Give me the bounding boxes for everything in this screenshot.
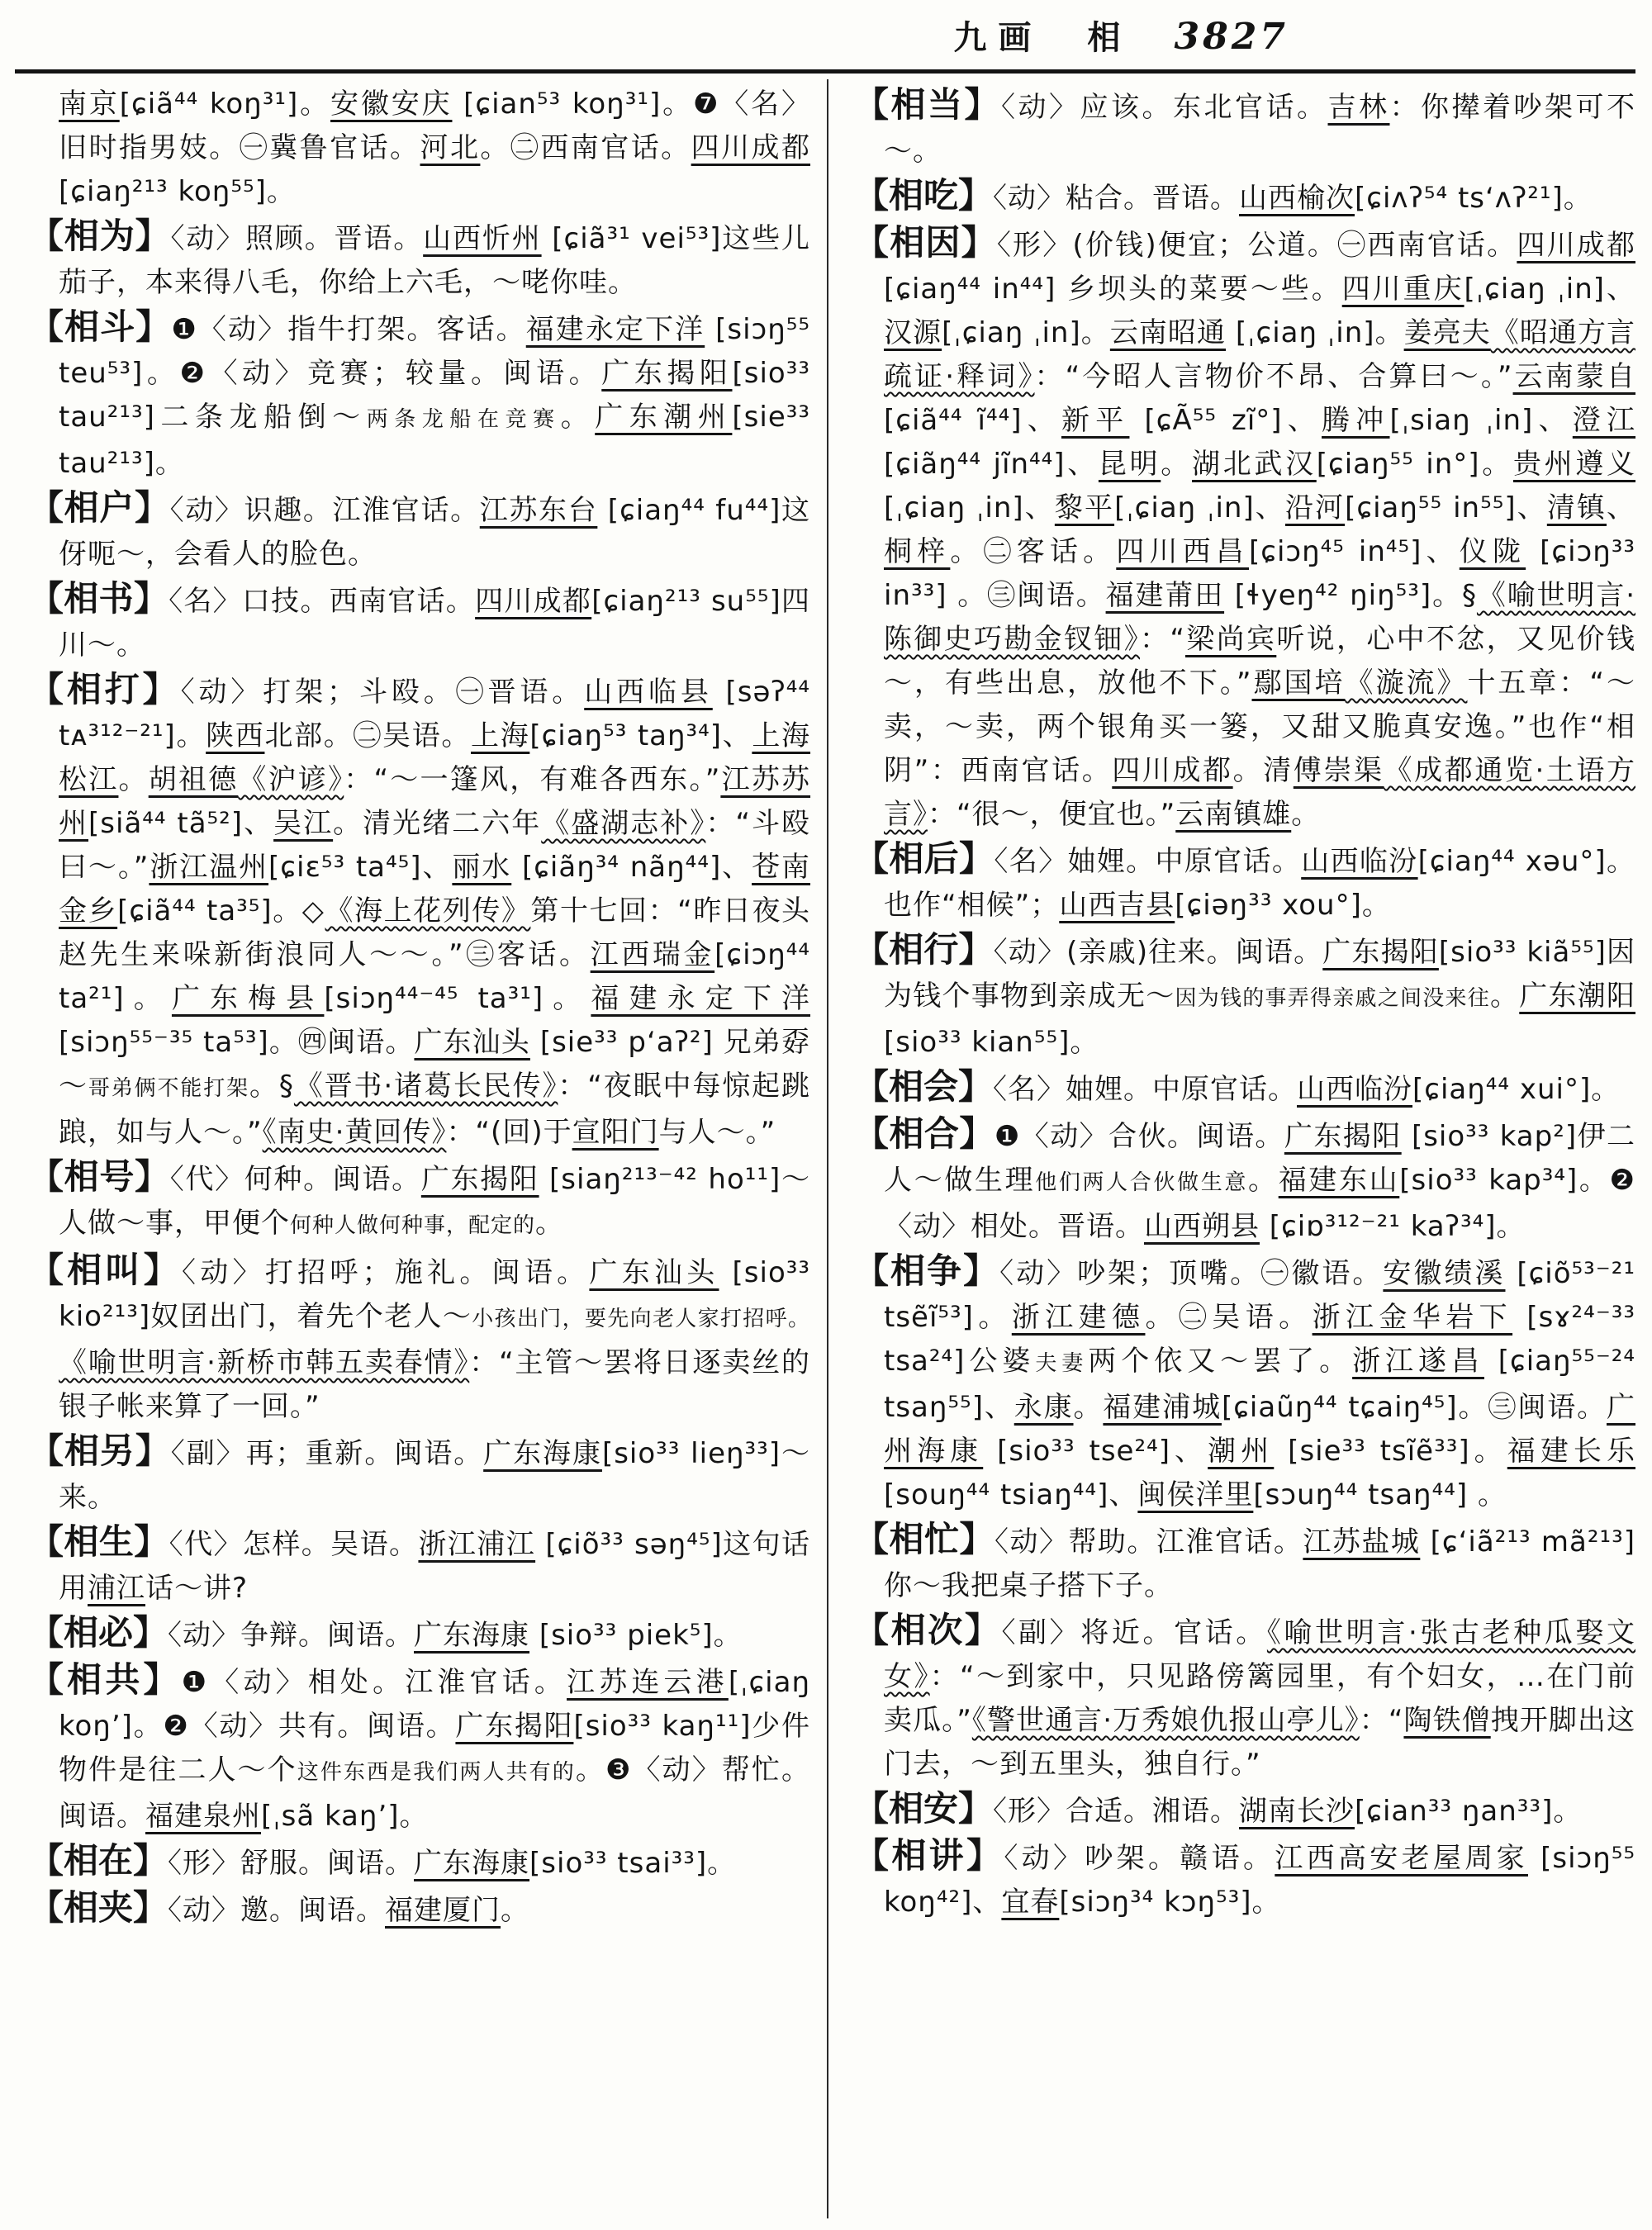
proper-name: 广东揭阳 xyxy=(420,1163,539,1196)
text-run: [ˌɕiaŋ koŋ’]。❷〈动〉共有。闽语。 xyxy=(59,1666,810,1743)
proper-name: 宣阳门 xyxy=(572,1116,659,1149)
text-run: 〈动〉打招呼；施礼。闽语。 xyxy=(182,1256,590,1289)
text-run: ❶〈动〉相处。江淮官话。 xyxy=(181,1666,567,1699)
dictionary-entry xyxy=(29,1429,810,1520)
text-run: [sɔuŋ⁴⁴ tsaŋ⁴⁴] 。 xyxy=(1253,1478,1507,1511)
right-column xyxy=(854,83,1635,1933)
proper-name: 新平 xyxy=(1061,404,1130,437)
proper-name: 四川西昌 xyxy=(1116,535,1250,568)
text-run: [ˌɕiaŋ ˌin]、 xyxy=(1464,273,1635,306)
proper-name: 福建东山 xyxy=(1278,1164,1400,1197)
proper-name: 江西瑞金 xyxy=(590,938,715,971)
text-run: [ɕiaŋ²¹³ su⁵⁵]四川～。 xyxy=(59,585,811,662)
proper-name: 广东揭阳 xyxy=(1322,936,1439,969)
text-run: ❶〈动〉合伙。闽语。 xyxy=(994,1120,1284,1153)
text-run: 〈形〉合适。湘语。 xyxy=(993,1795,1240,1828)
text-run: [ɕiʌʔ⁵⁴ ts‘ʌʔ²¹]。 xyxy=(1355,182,1593,215)
dictionary-entry xyxy=(29,1839,810,1886)
text-run: 。❸〈动〉帮忙。闽语。 xyxy=(59,1753,811,1833)
proper-name: 山西吉县 xyxy=(1059,889,1175,922)
entry-headword: 【相争】 xyxy=(854,1250,1000,1291)
text-run: [siɔŋ⁵⁵ koŋ⁴²]、 xyxy=(884,1842,1636,1919)
dictionary-entry xyxy=(854,837,1635,928)
entry-headword: 【相当】 xyxy=(854,84,1001,125)
text-run: ：“～到家中，只见路傍篱园里，有个妇女，…在门前卖瓜。” xyxy=(884,1660,1635,1737)
text-run: 〈动〉识趣。江淮官话。 xyxy=(169,494,480,527)
proper-name: 福建长乐 xyxy=(1507,1435,1635,1468)
text-run: [ɕiã⁴⁴ ta³⁵]。◇ xyxy=(117,894,325,928)
dictionary-entry xyxy=(29,667,810,1155)
dictionary-entry xyxy=(29,1886,810,1933)
proper-name: 山西榆次 xyxy=(1239,182,1355,215)
dictionary-entry xyxy=(854,173,1635,221)
text-run: [ˌɕiaŋ ˌin]。 xyxy=(1226,316,1404,349)
proper-name: 鄢国培 xyxy=(1251,667,1346,700)
proper-name: 山西临汾 xyxy=(1301,845,1418,878)
proper-name: 傅崇渠 xyxy=(1293,754,1384,787)
text-run: ：“夜眠中每惊起跳踉，如与人～。” xyxy=(59,1070,811,1149)
text-run: [sio³³ tau²¹³]二条龙船倒～ xyxy=(59,357,810,434)
text-run: [sio³³ tse²⁴]、 xyxy=(983,1435,1208,1468)
entry-headword: 【相安】 xyxy=(854,1788,994,1829)
proper-name: 浙江金华岩下 xyxy=(1312,1301,1513,1334)
proper-name: 陶铁僧 xyxy=(1403,1704,1491,1737)
text-run: [ɕiõ³³ səŋ⁴⁵]这句话用 xyxy=(59,1528,810,1605)
dictionary-entry xyxy=(854,1834,1635,1924)
text-run: ：你撵着吵架可不～。 xyxy=(884,91,1635,168)
text-run: [ˌɕiaŋ ˌin]。 xyxy=(942,316,1110,349)
proper-name: 福建厦门 xyxy=(385,1894,501,1927)
text-run: [sɤ²⁴⁻³³ tsa²⁴]公婆 xyxy=(884,1301,1636,1378)
text-run: 与人～。” xyxy=(658,1116,776,1149)
proper-name: 苍南金乡 xyxy=(59,851,811,928)
entry-headword: 【相必】 xyxy=(29,1612,169,1653)
text-run: 〈动〉应该。东北官话。 xyxy=(1001,91,1328,124)
book-title: 《盛湖志补》 xyxy=(541,807,706,840)
proper-name: 河北 xyxy=(420,131,481,164)
inline-gloss: 小孩出门，要先向老人家打招呼。 xyxy=(472,1307,810,1331)
book-title: 《警世通言·万秀娘仇报山亭儿》 xyxy=(971,1704,1360,1737)
text-run: [ˌɕiaŋ ˌin]、 xyxy=(1114,491,1285,524)
text-run: [ɕÃ⁵⁵ zĩ°]、 xyxy=(1129,404,1322,437)
text-run: [siɔŋ⁴⁴⁻⁴⁵ ta³¹]。 xyxy=(324,982,591,1015)
text-run: [souŋ⁴⁴ tsiaŋ⁴⁴]、 xyxy=(884,1478,1138,1511)
text-run: 〈代〉怎样。吴语。 xyxy=(169,1528,419,1561)
dictionary-entry xyxy=(29,1155,810,1248)
proper-name: 云南昭通 xyxy=(1109,316,1227,349)
entry-headword: 【相共】 xyxy=(29,1659,182,1700)
header-rule xyxy=(15,69,1635,74)
book-title: 《成都通览·土语方言》 xyxy=(884,754,1636,831)
text-run: [siɔŋ³⁴ kɔŋ⁵³]。 xyxy=(1059,1886,1281,1919)
text-run: ：“(回)于 xyxy=(446,1116,572,1149)
book-title: 《南史·黄回传》 xyxy=(262,1116,447,1149)
entry-headword: 【相户】 xyxy=(29,487,170,528)
text-run: [ɕiəŋ³³ xou°]。 xyxy=(1175,889,1391,922)
text-run: 十五章：“～卖，～卖，两个银角买一篓，又甜又脆真安逸。”也作“相阴”：西南官话。 xyxy=(884,667,1636,787)
text-run: ❶〈动〉指牛打架。客话。 xyxy=(171,313,526,346)
text-run: [ɬyeŋ⁴² ŋiŋ⁵³]。§ xyxy=(1224,579,1477,612)
proper-name: 浙江浦江 xyxy=(418,1528,536,1561)
book-title: 《喻世明言·张古老种瓜娶文女》 xyxy=(884,1616,1635,1693)
text-run: [sio³³ kaŋ¹¹]少件物件是往二人～个 xyxy=(59,1710,810,1786)
text-run: [ɕiaŋ⁴⁴ fu⁴⁴]这伢呃～，会看人的脸色。 xyxy=(59,494,810,571)
dictionary-entry xyxy=(854,1249,1635,1517)
header-page-number: 3827 xyxy=(1174,16,1289,58)
entry-headword: 【相合】 xyxy=(854,1113,995,1154)
text-run: [sio³³ kian⁵⁵]。 xyxy=(884,1026,1099,1059)
proper-name: 丽水 xyxy=(452,851,512,884)
text-run: [sie³³ tau²¹³]。 xyxy=(59,401,811,480)
proper-name: 贵州遵义 xyxy=(1512,448,1636,481)
entry-headword: 【相为】 xyxy=(29,216,171,256)
text-run: [ɕian⁵³ koŋ³¹]。❼〈名〉旧时指男妓。㊀冀鲁官话。 xyxy=(59,88,811,164)
text-run: 〈名〉妯娌。中原官话。 xyxy=(994,845,1302,878)
dictionary-entry xyxy=(29,1658,810,1839)
proper-name: 广东汕头 xyxy=(414,1026,530,1059)
text-run: 〈动〉吵架。赣语。 xyxy=(1004,1842,1275,1875)
text-run: 〈动〉粘合。晋语。 xyxy=(993,182,1240,215)
text-run: [ˌɕiaŋ ˌin]、 xyxy=(884,491,1055,524)
text-run: [ɕiãŋ³⁴ nãŋ⁴⁴]、 xyxy=(511,851,752,884)
text-run: [ɕiã⁴⁴ koŋ³¹]。 xyxy=(119,88,330,121)
inline-gloss: 他们两人合伙做生意 xyxy=(1035,1170,1249,1195)
header-section-title: 九画 相 xyxy=(953,19,1132,57)
proper-name: 浙江遂昌 xyxy=(1352,1345,1484,1378)
text-run: 话～讲? xyxy=(145,1572,249,1605)
proper-name: 姜亮夫 xyxy=(1403,316,1491,349)
text-run: 。 xyxy=(1291,798,1321,831)
proper-name: 上海松江 xyxy=(59,719,811,796)
proper-name: 江苏盐城 xyxy=(1303,1525,1421,1559)
proper-name: 胡祖德 xyxy=(148,763,239,796)
proper-name: 四川成都 xyxy=(1112,754,1233,787)
text-run: 〈副〉再；重新。闽语。 xyxy=(170,1437,484,1470)
text-run: [ɕiɒ³¹²⁻²¹ kaʔ³⁴]。 xyxy=(1260,1210,1526,1243)
text-run: ：“主管～罢将日逐卖丝的银子帐来算了一回。” xyxy=(59,1346,810,1423)
proper-name: 上海 xyxy=(471,719,530,752)
proper-name: 仪陇 xyxy=(1459,535,1526,568)
text-run: [sio³³ lieŋ³³]～来。 xyxy=(59,1437,811,1514)
text-run: 。 xyxy=(501,1894,530,1927)
proper-name: 浦江 xyxy=(88,1572,145,1605)
entry-headword: 【相次】 xyxy=(854,1610,1002,1650)
text-run: [sio³³ kap³⁴]。❷〈动〉相处。晋语。 xyxy=(884,1164,1636,1243)
proper-name: 湖北武汉 xyxy=(1192,448,1317,481)
dictionary-entry xyxy=(29,1248,810,1429)
inline-gloss: 因为钱的事弄得亲戚之间没来往 xyxy=(1175,986,1490,1011)
text-run: 〈名〉口技。西南官话。 xyxy=(169,585,476,618)
proper-name: 吉林 xyxy=(1327,91,1390,124)
proper-name: 山西临县 xyxy=(584,676,713,709)
proper-name: 广东海康 xyxy=(414,1619,530,1652)
proper-name: 山西朔县 xyxy=(1144,1210,1260,1243)
text-run: 。 xyxy=(1161,448,1192,481)
proper-name: 山西忻州 xyxy=(423,222,542,255)
entry-headword: 【相讲】 xyxy=(854,1835,1004,1876)
dictionary-entry xyxy=(854,928,1635,1065)
entry-headword: 【相书】 xyxy=(29,578,169,619)
proper-name: 江苏连云港 xyxy=(567,1666,729,1699)
text-run: [ɕiaũŋ⁴⁴ tɕaiŋ⁴⁵]。㊂闽语。 xyxy=(1221,1391,1607,1424)
text-run: 〈名〉妯娌。中原官话。 xyxy=(993,1073,1298,1106)
book-title: 《昭通方言疏证·释词》 xyxy=(884,316,1636,393)
text-run: [ɕiaŋ⁵³ taŋ³⁴]、 xyxy=(529,719,752,752)
text-run: ：“今昭人言物价不昂、合算曰～。” xyxy=(1034,360,1513,393)
text-run: [siɔŋ⁵⁵⁻³⁵ ta⁵³]。㊃闽语。 xyxy=(59,1026,415,1059)
proper-name: 福建浦城 xyxy=(1103,1391,1222,1424)
text-run: 〈代〉何种。闽语。 xyxy=(169,1163,421,1196)
proper-name: 广东潮州 xyxy=(595,401,733,434)
proper-name: 江苏苏州 xyxy=(59,763,811,840)
text-run: ：“～一篷风，有难各西东。” xyxy=(344,763,721,796)
proper-name: 永康 xyxy=(1014,1391,1074,1424)
inline-gloss: 两条龙船在竞赛 xyxy=(366,407,561,432)
book-title: 《海上花列传》 xyxy=(325,894,531,928)
proper-name: 吴江 xyxy=(273,807,334,840)
text-run: [ˌsã kaŋ’]。 xyxy=(261,1800,429,1833)
text-run: [ɕiɔŋ⁴⁵ in⁴⁵]、 xyxy=(1249,535,1460,568)
proper-name: 广东揭阳 xyxy=(455,1710,574,1743)
text-run: 。 xyxy=(535,1207,565,1240)
proper-name: 清镇 xyxy=(1546,491,1607,524)
dictionary-entry xyxy=(854,1786,1635,1834)
proper-name: 广东汕头 xyxy=(589,1256,719,1289)
entry-headword: 【相夹】 xyxy=(29,1887,169,1928)
entry-headword: 【相行】 xyxy=(854,929,994,970)
proper-name: 澄江 xyxy=(1572,404,1636,437)
proper-name: 福建永定下洋 xyxy=(525,313,705,346)
text-run: 〈动〉打架；斗殴。㊀晋语。 xyxy=(180,676,585,709)
text-run: 〈动〉争辩。闽语。 xyxy=(168,1619,415,1652)
dictionary-entry xyxy=(29,214,810,305)
text-run: 。 xyxy=(118,763,149,796)
text-run: 。清 xyxy=(1232,754,1294,787)
text-run: 。㊁客话。 xyxy=(950,535,1117,568)
proper-name: 山西临汾 xyxy=(1297,1073,1413,1106)
text-run: [siã⁴⁴ tã⁵²]、 xyxy=(88,807,274,840)
left-column xyxy=(29,83,810,1933)
entry-headword: 【相打】 xyxy=(29,669,181,709)
text-run: 。㊁西南官话。 xyxy=(480,131,691,164)
dictionary-entry xyxy=(29,83,810,214)
book-title: 《漩流》 xyxy=(1345,667,1468,700)
dictionary-entry xyxy=(854,1065,1635,1112)
text-run: 〈形〉(价钱)便宜；公道。㊀西南官话。 xyxy=(996,229,1517,262)
text-run: [ɕiaŋ⁵⁵ in⁵⁵]、 xyxy=(1345,491,1547,524)
dictionary-entry xyxy=(29,1611,810,1658)
proper-name: 陕西 xyxy=(206,719,265,752)
proper-name: 四川成都 xyxy=(1517,229,1635,262)
proper-name: 江西高安老屋周家 xyxy=(1275,1842,1528,1875)
proper-name: 安徽绩溪 xyxy=(1383,1257,1506,1290)
proper-name: 梁尚宾 xyxy=(1184,623,1277,656)
proper-name: 腾冲 xyxy=(1322,404,1390,437)
text-run: 。§ xyxy=(249,1070,294,1103)
proper-name: 广东潮阳 xyxy=(1519,980,1635,1013)
text-run: [ɕiaŋ⁴⁴ xui°]。 xyxy=(1412,1073,1621,1106)
entry-headword: 【相会】 xyxy=(854,1066,994,1107)
proper-name: 黎平 xyxy=(1054,491,1115,524)
text-run: [ɕ‘iã²¹³ mã²¹³]你～我把桌子搭下子。 xyxy=(884,1525,1635,1602)
text-run: [ɕiõ⁵³⁻²¹ tsẽĩ⁵³]。 xyxy=(884,1257,1635,1334)
text-run: [siaŋ²¹³⁻⁴² ho¹¹]～人做～事，甲便个 xyxy=(59,1163,810,1240)
text-run: [səʔ⁴⁴ tᴀ³¹²⁻²¹]。 xyxy=(59,676,810,752)
dictionary-entry xyxy=(854,1112,1635,1249)
proper-name: 闽侯洋里 xyxy=(1137,1478,1254,1511)
proper-name: 四川成都 xyxy=(691,131,811,164)
proper-name: 湖南长沙 xyxy=(1239,1795,1355,1828)
content-columns xyxy=(29,83,1635,1933)
text-run: 〈形〉舒服。闽语。 xyxy=(168,1847,415,1880)
entry-headword: 【相叫】 xyxy=(29,1250,183,1290)
inline-gloss: 这件东西是我们两人共有的 xyxy=(297,1760,576,1785)
proper-name: 福建莆田 xyxy=(1105,579,1225,612)
text-run: 〈副〉将近。官话。 xyxy=(1001,1616,1267,1649)
text-run: [ɕiaŋ⁵⁵⁻²⁴ tsaŋ⁵⁵]、 xyxy=(884,1345,1636,1424)
text-run: [ɕiaŋ⁴⁴ in⁴⁴] 乡坝头的菜要～些。 xyxy=(884,273,1342,306)
dictionary-entry xyxy=(854,1608,1635,1786)
text-run: 〈动〉(亲戚)往来。闽语。 xyxy=(993,936,1323,969)
entry-headword: 【相吃】 xyxy=(854,175,994,216)
text-run: [ɕiã⁴⁴ ĩ⁴⁴]、 xyxy=(884,404,1061,437)
book-title: 《喻世明言·陈御史巧勘金钗钿》 xyxy=(884,579,1636,656)
proper-name: 广东海康 xyxy=(483,1437,602,1470)
text-run: [sie³³ p‘aʔ²] 兄弟孬～ xyxy=(59,1026,810,1103)
dictionary-entry xyxy=(29,1520,810,1611)
entry-headword: 【相因】 xyxy=(854,222,997,263)
book-title: 《沪谚》 xyxy=(238,763,344,796)
entry-headword: 【相生】 xyxy=(29,1521,169,1562)
text-run: ：“很～，便宜也。” xyxy=(928,798,1176,831)
dictionary-entry xyxy=(854,83,1635,173)
entry-headword: 【相号】 xyxy=(29,1156,170,1197)
text-run: [sio³³ kiã⁵⁵]因为钱个事物到亲成无～ xyxy=(884,936,1635,1013)
text-run: 拽开脚出这门去，～到五里头，独自行。” xyxy=(884,1704,1635,1781)
text-run: [sie³³ tsĩẽ³³]。 xyxy=(1274,1435,1507,1468)
text-run: [ɕiɛ⁵³ ta⁴⁵]、 xyxy=(268,851,453,884)
text-run: 〈动〉帮助。江淮官话。 xyxy=(994,1525,1303,1559)
text-run: [ɕiaŋ²¹³ koŋ⁵⁵]。 xyxy=(59,175,296,208)
proper-name: 桐梓 xyxy=(884,535,951,568)
text-run: 。㊁吴语。 xyxy=(1145,1301,1313,1334)
proper-name: 广东揭阳 xyxy=(601,357,733,390)
proper-name: 福建永定下洋 xyxy=(591,982,811,1015)
proper-name: 云南蒙自 xyxy=(1512,360,1636,393)
text-run: 〈动〉照顾。晋语。 xyxy=(170,222,424,255)
proper-name: 云南镇雄 xyxy=(1175,798,1292,831)
proper-name: 沿河 xyxy=(1284,491,1346,524)
proper-name: 浙江建德 xyxy=(1011,1301,1146,1334)
proper-name: 广东梅县 xyxy=(171,982,325,1015)
text-run: 。清光绪二六年 xyxy=(333,807,542,840)
text-run: [ɕiã³¹ vei⁵³]这些儿茄子，本来得八毛，你给上六毛，～咾你哇。 xyxy=(59,222,811,299)
proper-name: 广州海康 xyxy=(884,1391,1635,1468)
book-title: 《晋书·诸葛长民传》 xyxy=(293,1070,558,1103)
text-run: [ɕian³³ ŋan³³]。 xyxy=(1355,1795,1583,1828)
text-run: 听说，心中不忿，又见价钱～，有些出息，放他不下。” xyxy=(884,623,1635,700)
dictionary-entry xyxy=(854,221,1635,837)
text-run: 〈动〉吵架；顶嘴。㊀徽语。 xyxy=(999,1257,1384,1290)
proper-name: 汉源 xyxy=(884,316,942,349)
text-run: [siɔŋ⁵⁵ teu⁵³]。❷〈动〉竞赛；较量。闽语。 xyxy=(59,313,810,390)
text-run: ：“斗殴曰～。” xyxy=(59,807,810,884)
proper-name: 四川成都 xyxy=(475,585,592,618)
text-run: [sio³³ piek⁵]。 xyxy=(529,1619,743,1652)
proper-name: 安徽安庆 xyxy=(330,88,453,121)
text-run: 〈动〉邀。闽语。 xyxy=(168,1894,386,1927)
text-run: [sio³³ tsai³³]。 xyxy=(529,1847,737,1880)
proper-name: 宜春 xyxy=(1001,1886,1060,1919)
text-run: ：“ xyxy=(1140,623,1185,656)
entry-headword: 【相另】 xyxy=(29,1431,171,1471)
proper-name: 四川重庆 xyxy=(1341,273,1464,306)
proper-name: 广东海康 xyxy=(414,1847,530,1880)
proper-name: 潮州 xyxy=(1208,1435,1275,1468)
dictionary-entry xyxy=(29,305,810,486)
dictionary-entry xyxy=(29,486,810,576)
proper-name: 南京 xyxy=(59,88,120,121)
text-run: 。 xyxy=(1248,1164,1279,1197)
dictionary-entry xyxy=(29,576,810,667)
inline-gloss: 何种人做何种事，配定的 xyxy=(290,1213,536,1238)
text-run: ：“ xyxy=(1359,1704,1404,1737)
text-run: 两个依又～罢了。 xyxy=(1088,1345,1353,1378)
text-run: [ˌsiaŋ ˌin]、 xyxy=(1389,404,1573,437)
entry-headword: 【相斗】 xyxy=(29,306,172,347)
text-run: [ɕiɔŋ³³ in³³] 。㊂闽语。 xyxy=(884,535,1636,612)
proper-name: 福建泉州 xyxy=(145,1800,261,1833)
text-run: [ɕiɔŋ⁴⁴ ta²¹]。 xyxy=(59,938,810,1015)
text-run: 。 xyxy=(560,401,596,434)
text-run: 北部。㊁吴语。 xyxy=(264,719,471,752)
text-run: [sio³³ kap²]伊二人～做生理 xyxy=(884,1120,1636,1197)
book-title: 《喻世明言·新桥市韩五卖春情》 xyxy=(59,1346,470,1379)
proper-name: 江苏东台 xyxy=(479,494,598,527)
proper-name: 广东揭阳 xyxy=(1284,1120,1402,1153)
text-run: [sio³³ kio²¹³]奴囝出门，着先个老人～ xyxy=(59,1256,811,1333)
text-run: 。 xyxy=(1490,980,1520,1013)
proper-name: 昆明 xyxy=(1098,448,1161,481)
entry-headword: 【相在】 xyxy=(29,1840,169,1881)
text-run: [ɕiaŋ⁴⁴ xəu°]。也作“相候”； xyxy=(884,845,1635,922)
text-run: 第十七回：“昨日夜头赵先生来哚新街浪同人～～。”㊂客话。 xyxy=(59,894,811,971)
text-run: [ɕiãŋ⁴⁴ jĩn⁴⁴]、 xyxy=(884,448,1099,481)
page-header xyxy=(0,12,1289,59)
text-run: [ɕiaŋ⁵⁵ in°]。 xyxy=(1316,448,1513,481)
text-run: 。 xyxy=(1073,1391,1104,1424)
proper-name: 浙江温州 xyxy=(149,851,269,884)
entry-headword: 【相忙】 xyxy=(854,1519,995,1559)
dictionary-entry xyxy=(854,1517,1635,1608)
entry-headword: 【相后】 xyxy=(854,838,995,879)
text-run: 、 xyxy=(1607,491,1636,524)
inline-gloss: 夫妻 xyxy=(1035,1351,1089,1376)
inline-gloss: 哥弟俩不能打架 xyxy=(88,1076,250,1101)
